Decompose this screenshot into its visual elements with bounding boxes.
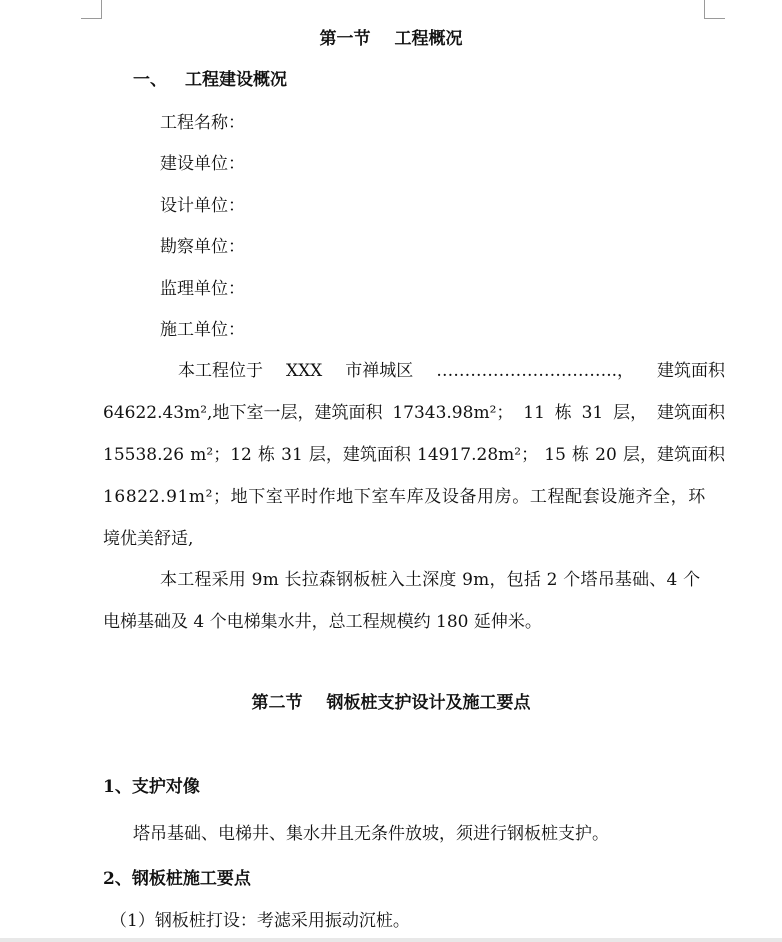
subheading-1-text: 工程建设概况 (185, 70, 287, 90)
para1-text: 栋 (572, 445, 590, 465)
page-bottom-edge (0, 938, 782, 942)
para1-text: 栋 (257, 445, 275, 465)
para1-text: 建筑面积 (656, 403, 725, 423)
para1-text: 市禅城区 (345, 361, 414, 381)
para-support-object: 塔吊基础、电梯井、集水井且无条件放坡，须进行钢板桩支护。 (133, 824, 609, 844)
para1-text: 建筑面积 (657, 361, 725, 381)
para-pile-driving: （1）钢板桩打设：考滤采用振动沉桩。 (110, 911, 410, 931)
crop-mark-left (81, 0, 102, 19)
para1-text: 31 (281, 445, 303, 465)
para1-text: m²；12 (190, 445, 252, 465)
section1-title-text: 工程概况 (394, 29, 463, 49)
section1-title-number: 第一节 (319, 29, 371, 49)
crop-mark-right (704, 0, 725, 19)
section2-title-text: 钢板桩支护设计及施工要点 (326, 693, 531, 713)
para1-text: 层，建筑面积 (308, 445, 411, 465)
para1-text: 20 (595, 445, 617, 465)
field-contractor: 施工单位： (160, 320, 245, 340)
para1-text: 14917.28m²； (417, 445, 539, 465)
para1-text: 层， (613, 403, 648, 423)
para1-text: 栋 (554, 403, 572, 423)
para1-text: 31 (581, 403, 604, 423)
para1-text: 本工程位于 (178, 361, 263, 381)
para1-line2 (103, 402, 725, 424)
para1-text: 15538.26 (103, 445, 185, 465)
para1-text: 层，建筑面积 (622, 445, 725, 465)
para1-text: 15 (544, 445, 566, 465)
field-designer: 设计单位： (160, 196, 245, 216)
para1-text: 64622.43m²,地下室一层，建筑面积 (103, 403, 383, 423)
para2-line2: 电梯基础及 4 个电梯集水井，总工程规模约 180 延伸米。 (103, 612, 542, 632)
para1-text: …………………………..， (436, 361, 635, 381)
subheading-1-number: 一、 (133, 70, 167, 90)
field-surveyor: 勘察单位： (160, 237, 245, 257)
para1-line5: 境优美舒适, (103, 529, 194, 549)
para1-line3 (103, 444, 725, 466)
field-project-name: 工程名称： (160, 113, 245, 133)
para1-line4: 16822.91m²；地下室平时作地下室车库及设备用房。工程配套设施齐全，环 (103, 487, 706, 507)
field-developer: 建设单位： (160, 154, 245, 174)
subheading-1 (133, 69, 287, 91)
section1-title (0, 28, 782, 50)
para1-text: 11 (523, 403, 545, 423)
section2-title-number: 第二节 (251, 693, 303, 713)
para1-text: 17343.98m²； (392, 403, 514, 423)
subheading-2-1: 1、支护对像 (103, 777, 200, 797)
field-supervisor: 监理单位： (160, 279, 245, 299)
para2-line1: 本工程采用 9m 长拉森钢板桩入土深度 9m，包括 2 个塔吊基础、4 个 (160, 570, 701, 590)
para1-text: XXX (285, 361, 323, 381)
subheading-2-2: 2、钢板桩施工要点 (103, 869, 251, 889)
para1-line1 (178, 360, 725, 382)
section2-title (0, 692, 782, 714)
